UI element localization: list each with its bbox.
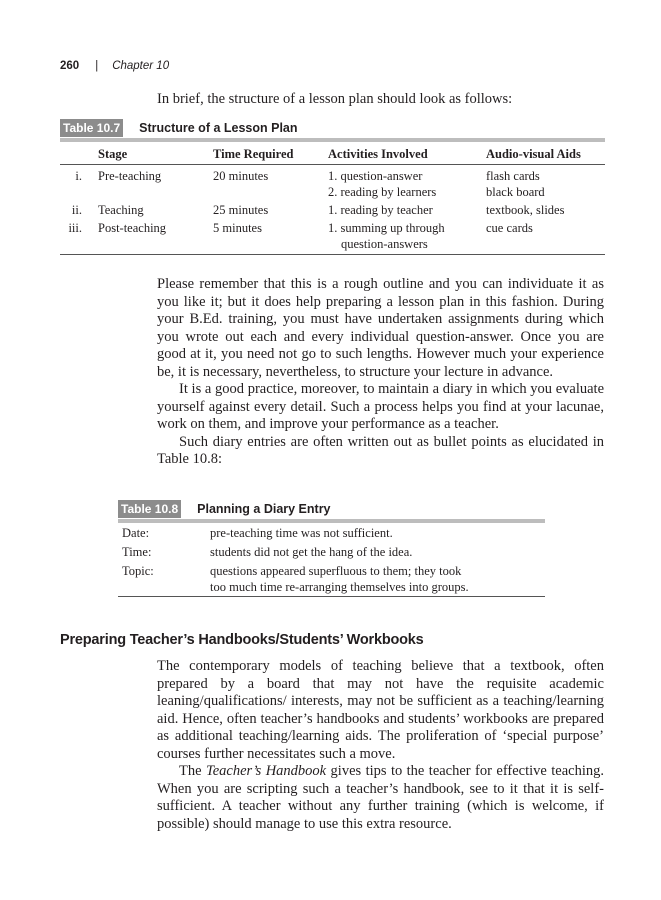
- table-10-7-title: Structure of a Lesson Plan: [139, 121, 298, 135]
- page-number: 260: [60, 60, 80, 72]
- entry-line: too much time re-arranging themselves into groups.: [210, 580, 469, 594]
- table-10-7-label: Table 10.7: [60, 119, 123, 137]
- table-10-8-label: Table 10.8: [118, 500, 181, 518]
- stage-cell: Teaching: [98, 203, 144, 217]
- col-time: Time Required: [213, 147, 294, 161]
- activity-line: 2. reading by learners: [328, 185, 437, 199]
- row-number: ii.: [71, 203, 82, 217]
- paragraph: It is a good practice, moreover, to maintain a diary in which you evaluate yourself against every detail. Such a process helps you find at your lacunae, work on them, and improve your performance as a teacher.: [157, 381, 604, 432]
- table-row: [60, 202, 605, 220]
- activities-cell: [328, 220, 486, 255]
- table-row: [60, 220, 605, 255]
- aids-cell: [486, 220, 605, 255]
- entry-key: Topic:: [122, 564, 154, 578]
- entry-line: questions appeared superfluous to them; they took: [210, 564, 462, 578]
- table-row: [118, 542, 545, 561]
- chapter-title: Chapter 10: [112, 60, 170, 72]
- aids-cell: [486, 165, 605, 203]
- col-aids: Audio-visual Aids: [486, 147, 581, 161]
- aid-line: cue cards: [486, 221, 533, 235]
- header-separator: |: [95, 60, 99, 72]
- activities-cell: [328, 202, 486, 220]
- emphasized-title: Teacher’s Handbook: [205, 763, 327, 779]
- entry-value: [210, 542, 545, 561]
- table-10-7-top-rule: [60, 138, 605, 142]
- paragraph-text: The: [179, 763, 206, 779]
- aids-cell: [486, 202, 605, 220]
- table-row: [118, 523, 545, 542]
- aid-line: black board: [486, 185, 545, 199]
- body-text-1: [157, 276, 604, 469]
- paragraph: [157, 763, 604, 833]
- aid-line: flash cards: [486, 169, 540, 183]
- time-cell: 20 minutes: [213, 169, 269, 183]
- entry-line: pre-teaching time was not sufficient.: [210, 526, 393, 540]
- row-number: iii.: [68, 221, 82, 235]
- entry-line: students did not get the hang of the idea.: [210, 545, 413, 559]
- running-head: [60, 60, 169, 72]
- table-10-8-caption: [118, 500, 331, 518]
- activity-line: 1. question-answer: [328, 169, 423, 183]
- table-10-8-title: Planning a Diary Entry: [197, 502, 331, 516]
- table-row: [60, 165, 605, 203]
- paragraph-text: gives tips to the teacher for effective teaching. When you are scripting such a teacher’s handbook, see to it that it is self-sufficient. A teacher without any further training (which is welcome, if possible) should manage to use this extra resource.: [157, 763, 604, 832]
- time-cell: 25 minutes: [213, 203, 269, 217]
- paragraph: The contemporary models of teaching believe that a textbook, often prepared by a board that may not have the requisite academic leaning/qualifications/ interests, may not be sufficient as a teaching/learning aid. Hence, often teacher’s handbooks and students’ workbooks are prepared as additional teaching/learning aids. The proliferation of ‘special purpose’ courses further necessitates such a move.: [157, 658, 604, 762]
- table-10-7-caption: [60, 119, 298, 137]
- table-10-7: [60, 143, 605, 255]
- activities-cell: [328, 165, 486, 203]
- time-cell: 5 minutes: [213, 221, 262, 235]
- table-10-8: [118, 523, 545, 597]
- table-header-row: [60, 143, 605, 165]
- col-activities: Activities Involved: [328, 147, 428, 161]
- activity-line: question-answers: [341, 237, 428, 251]
- stage-cell: Post-teaching: [98, 221, 167, 235]
- table-row: [118, 561, 545, 597]
- intro-sentence: In brief, the structure of a lesson plan should look as follows:: [157, 91, 513, 107]
- paragraph: Please remember that this is a rough outline and you can individuate it as you like it; but it does help preparing a lesson plan in this fashion. During your B.Ed. training, you must have undertaken assignments during which you wrote out each and every individual question-answer. Once you are good at it, you need not go to such lengths. However much your experience be, it is necessary, nevertheless, to structure your lecture in advance.: [157, 276, 604, 380]
- paragraph: Such diary entries are often written out as bullet points as elucidated in Table 10.8:: [157, 433, 604, 467]
- entry-value: [210, 523, 545, 542]
- activity-line: 1. summing up through: [328, 221, 445, 235]
- entry-value: [210, 561, 545, 597]
- aid-line: textbook, slides: [486, 203, 565, 217]
- row-number: i.: [75, 169, 82, 183]
- activity-line: 1. reading by teacher: [328, 203, 433, 217]
- stage-cell: Pre-teaching: [98, 169, 162, 183]
- entry-key: Date:: [122, 526, 150, 540]
- body-text-2: [157, 658, 604, 833]
- section-heading: Preparing Teacher’s Handbooks/Students’ Workbooks: [60, 632, 424, 648]
- entry-key: Time:: [122, 545, 152, 559]
- col-stage: Stage: [98, 147, 128, 161]
